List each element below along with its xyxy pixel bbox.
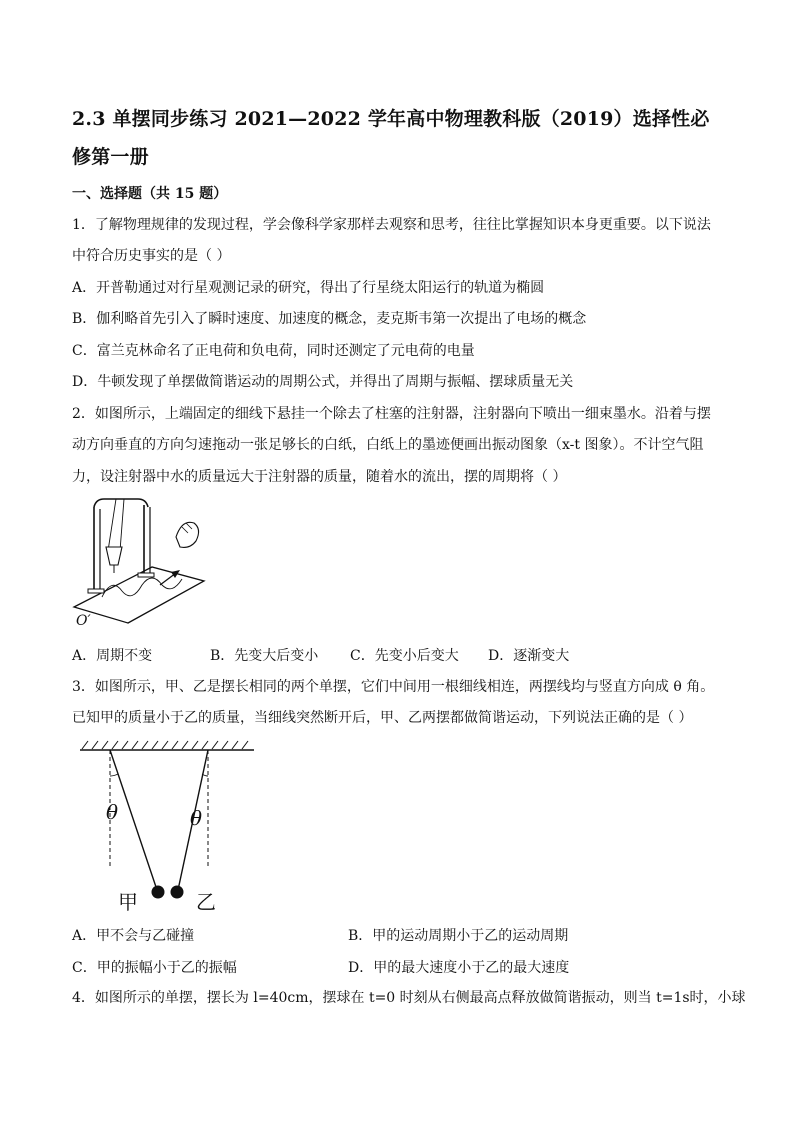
frame-base-left (88, 589, 104, 593)
q2-stem-line-3: 力，设注射器中水的质量远大于注射器的质量，随着水的流出，摆的周期将（ ） (72, 469, 567, 485)
bob-jia (152, 886, 165, 899)
pendulum-string-2 (120, 499, 124, 551)
q3-stem-line-2: 已知甲的质量小于乙的质量，当细线突然断开后，甲、乙两摆都做简谐运动，下列说法正确的是（ ） (72, 710, 693, 726)
q3-option-c: C．甲的振幅小于乙的振幅 (72, 960, 237, 976)
q4-stem-line-1: 4．如图所示的单摆，摆长为 l=40cm，摆球在 t=0 时刻从右侧最高点释放做简谐振动，则当 t=1s时，小球 (72, 990, 746, 1006)
q2-stem-line-1: 2．如图所示，上端固定的细线下悬挂一个除去了柱塞的注射器，注射器向下喷出一细束墨水。沿着与摆 (72, 406, 711, 422)
q3-option-a: A．甲不会与乙碰撞 (72, 928, 195, 944)
frame-base-right (138, 573, 154, 577)
q2-figure-svg (72, 493, 212, 633)
q1-option-c: C．富兰克林命名了正电荷和负电荷，同时还测定了元电荷的电量 (72, 343, 475, 359)
q3-stem-line-1: 3．如图所示，甲、乙是摆长相同的两个单摆，它们中间用一根细线相连，两摆线均与竖直方向成 θ 角。 (72, 679, 715, 695)
angle-label-right: θ (190, 806, 203, 830)
q2-option-a: A．周期不变 (72, 648, 153, 664)
title-line-1: 2.3 单摆同步练习 2021—2022 学年高中物理教科版（2019）选择性必 (72, 108, 710, 130)
q3-figure-two-pendulums (78, 738, 258, 918)
q1-stem-line-2: 中符合历史事实的是（ ） (72, 248, 231, 264)
q1-stem-line-1: 1．了解物理规律的发现过程，学会像科学家那样去观察和思考，往往比掌握知识本身更重要。以下说法 (72, 217, 711, 233)
document-title (72, 100, 722, 176)
figure-label-o-prime: O′ (76, 613, 91, 629)
q2-option-c: C．先变小后变大 (350, 648, 459, 664)
q1-option-d: D．牛顿发现了单摆做简谐运动的周期公式，并得出了周期与振幅、摆球质量无关 (72, 374, 574, 390)
q2-options-row (72, 645, 569, 665)
q2-option-d: D．逐渐变大 (488, 648, 570, 664)
q2-stem-line-2: 动方向垂直的方向匀速拖动一张足够长的白纸，白纸上的墨迹便画出振动图象（x-t 图象）。不计空气阻 (72, 437, 704, 453)
section-heading: 一、选择题（共 15 题） (72, 186, 228, 202)
bob-yi (171, 886, 184, 899)
q2-option-b: B．先变大后变小 (210, 648, 319, 664)
q3-option-d: D．甲的最大速度小于乙的最大速度 (348, 960, 570, 976)
ceiling-hatching (82, 741, 248, 749)
syringe-body (106, 547, 122, 565)
q2-figure-syringe-pendulum (72, 493, 212, 633)
pendulum-string-1 (108, 499, 116, 551)
angle-arc-left (110, 774, 118, 776)
q3-option-b: B．甲的运动周期小于乙的运动周期 (348, 928, 569, 944)
q1-option-b: B．伽利略首先引入了瞬时速度、加速度的概念，麦克斯韦第一次提出了电场的概念 (72, 311, 587, 327)
label-yi: 乙 (196, 890, 216, 914)
frame-top-bar (94, 499, 148, 507)
q3-figure-svg (78, 738, 258, 918)
q1-option-a: A．开普勒通过对行星观测记录的研究，得出了行星绕太阳运行的轨道为椭圆 (72, 280, 545, 296)
title-line-2: 修第一册 (72, 146, 149, 168)
hand-pulling (176, 522, 199, 547)
angle-label-left: θ (106, 800, 119, 824)
label-jia: 甲 (118, 890, 138, 914)
